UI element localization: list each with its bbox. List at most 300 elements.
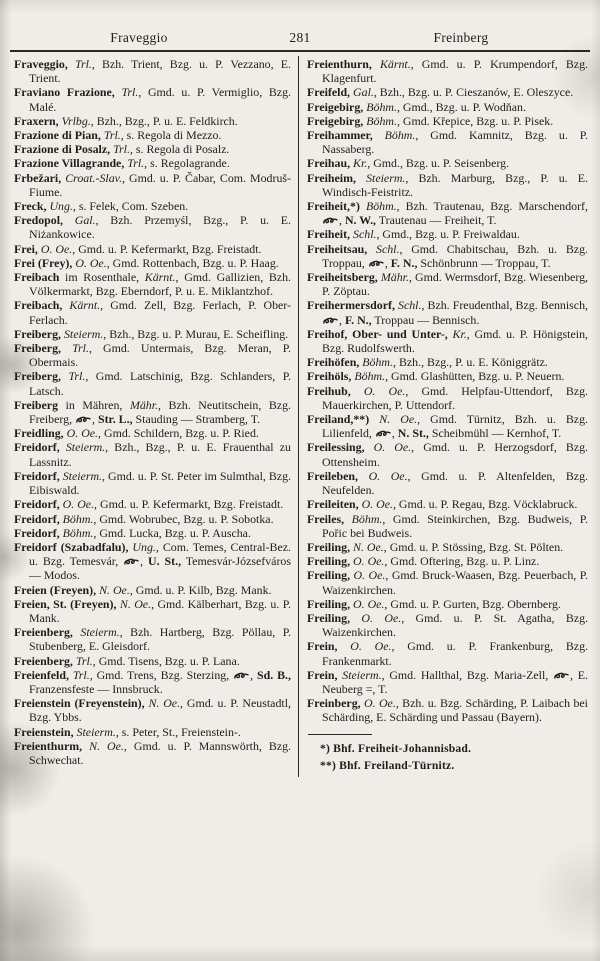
entry-text <box>63 213 75 227</box>
entry-text: , s. Regola di Posalz. <box>129 142 230 157</box>
entry <box>307 114 588 128</box>
entry-headword: Freidorf, <box>14 511 60 526</box>
entry-headword: Sd. B., <box>257 667 291 682</box>
entry-text: , <box>339 312 345 327</box>
entry-province: Trl. <box>103 128 121 143</box>
entry-headword: Freiheit, <box>307 227 351 242</box>
entry-headword: Frazione di Pian, <box>14 128 101 143</box>
entry <box>14 469 291 497</box>
entry-province: O. Oe. <box>353 554 385 569</box>
entry-province: Böhm. <box>362 355 393 370</box>
entry-province: Ung. <box>132 539 156 554</box>
entry-text <box>344 512 352 526</box>
posthorn-icon <box>124 554 139 568</box>
page-number: 281 <box>289 30 311 45</box>
entry-text: , Bzh. Neutitschein, Bzg. Freiberg, <box>29 397 292 427</box>
entry-province: Mähr. <box>129 397 159 412</box>
entry-text: Franzensfeste — Innsbruck. <box>29 681 163 696</box>
entry-headword: Freiles, <box>307 511 345 526</box>
entry-province: N. Oe. <box>119 596 152 611</box>
entry-province: N. Oe. <box>379 412 418 427</box>
entry <box>307 412 588 440</box>
entry-province: Böhm. <box>384 128 416 143</box>
entry-headword: Freienthurn, <box>307 57 372 71</box>
entry <box>14 583 291 597</box>
entry <box>307 469 588 497</box>
entry-province: Gal. <box>74 213 96 228</box>
entry-province: Kärnt. <box>69 298 101 313</box>
running-head-right: Freinberg <box>433 30 489 45</box>
header-rule <box>10 50 590 52</box>
posthorn-icon <box>234 668 249 682</box>
entry-province: O. Oe. <box>373 440 412 455</box>
entry <box>14 213 291 241</box>
entry-headword: Frbežari, <box>14 170 62 185</box>
posthorn-icon <box>323 313 338 327</box>
entry <box>14 369 291 397</box>
entry-text: , s. Felek, Com. Szeben. <box>72 199 189 214</box>
entry-text: , Gmd. Zell, Bzg. Ferlach, P. Ober-Ferlach. <box>29 298 291 327</box>
entry-headword: Freiberg, <box>14 341 61 356</box>
entry-headword: Freien (Freyen), <box>14 582 97 597</box>
entry-text: , Bzh., Bzg. u. P. Murau, E. Scheifling. <box>103 326 289 341</box>
entry <box>14 199 291 213</box>
entry-province: O. Oe. <box>350 639 392 654</box>
entry-text: Troppau — Bennisch. <box>371 312 480 327</box>
entry-text: , Bzh., Bzg., P. u. E. Frauenthal zu Lassnitz. <box>29 440 291 469</box>
entry-text: , Gmd. Helpfau-Uttendorf, Bzg. Mauerkirchen, P. Uttendorf. <box>322 383 588 412</box>
entry-province: Böhm. <box>366 113 397 128</box>
entry-headword: Freidorf, <box>14 525 60 540</box>
entry-headword: Freidling, <box>14 426 64 441</box>
entry-text <box>369 412 379 426</box>
entry <box>307 497 588 511</box>
entry-headword: Freiland,**) <box>307 412 370 427</box>
entry <box>307 568 588 596</box>
entry-text: , Gmd. Untermais, Bzg. Meran, P. Obermais. <box>29 341 291 370</box>
entry <box>14 512 291 526</box>
entry-text <box>358 469 369 483</box>
entry-headword: Freiling, <box>307 596 351 611</box>
entry <box>14 426 291 440</box>
entry-headword: Freidorf, <box>14 468 60 483</box>
posthorn-icon <box>376 426 391 440</box>
entry <box>14 142 291 156</box>
entry-text: Scheibmühl — Kernhof, T. <box>428 426 562 441</box>
entry-headword: Freigebirg, <box>307 113 364 128</box>
entry-headword: Freilessing, <box>307 440 365 455</box>
entry-headword: Freileben, <box>307 468 358 483</box>
entry-province: Steierm. <box>62 468 103 483</box>
entry-headword: Freiling, <box>307 610 351 625</box>
entry <box>307 355 588 369</box>
footnotes <box>307 734 588 774</box>
entry-province: Kr. <box>452 326 467 341</box>
entry <box>14 270 291 298</box>
entry-text: , Gmd. Chabitschau, Bzh. u. Bzg. Troppau, <box>322 241 588 270</box>
entry-province: Trl. <box>113 142 130 157</box>
entry-text: , Gmd. u. P. Vermiglio, Bzg. Malé. <box>29 85 291 114</box>
entry-text: , Gmd. u. P. Mannswörth, Bzg. Schwechat. <box>29 738 291 767</box>
entry-text: , Bzh., Bzg., P. u. E. Königgrätz. <box>393 355 548 370</box>
entry-headword: Freidorf (Szabadfalu), <box>14 539 129 554</box>
entry <box>307 611 588 639</box>
entry-text <box>367 242 376 256</box>
entry-text: , E. Neuberg =, T. <box>322 667 588 696</box>
entry <box>307 696 588 724</box>
entry-text: Trautenau — Freiheit, T. <box>376 213 497 228</box>
entry <box>307 242 588 270</box>
entry-province: Kärnt. <box>379 57 411 71</box>
entry <box>307 100 588 114</box>
entry <box>14 696 291 724</box>
entry-province: Böhm. <box>62 511 94 526</box>
entry-text: im Rosenthale, <box>59 270 145 285</box>
entry-headword: Freibach <box>14 270 60 285</box>
entry-text <box>61 341 72 355</box>
entry-text: , Gmd. Oftering, Bzg. u. P. Linz. <box>384 554 540 569</box>
entry <box>307 554 588 568</box>
entry-text: , Bzh. Marburg, Bzg., P. u. E. Windisch-Feistritz. <box>322 170 588 199</box>
posthorn-icon <box>76 412 91 426</box>
entry-text: , Gmd. Lucka, Bzg. u. P. Auscha. <box>93 525 251 540</box>
entry <box>307 597 588 611</box>
entry-text: , Bzh. Hartberg, Bzg. Pöllau, P. Stubenberg, E. Gleisdorf. <box>29 625 291 654</box>
entry <box>14 57 291 85</box>
entry-province: Trl. <box>72 341 89 356</box>
entry-province: O. Oe. <box>368 468 408 483</box>
entry-text: , Gmd. Bruck-Waasen, Bzg. Peuerbach, P. Waizenkirchen. <box>322 568 588 597</box>
entry-province: Vrlbg. <box>61 113 91 128</box>
entry-province: O. Oe. <box>364 696 396 711</box>
entry-headword: Freiheitsberg, <box>307 270 378 285</box>
entry-headword: Freidorf, <box>14 497 60 512</box>
running-head <box>10 30 590 46</box>
running-head-left: Fraveggio <box>110 30 168 45</box>
entry <box>14 497 291 511</box>
entry-text: , Gmd., Bzg. u. P. Freiwaldau. <box>376 227 520 242</box>
entry-text: , Gmd. Gallizien, Bzh. Völkermarkt, Bzg. Eberndorf, P. u. E. Miklantzhof. <box>29 270 292 299</box>
entry <box>14 540 291 583</box>
entry-headword: Freifeld, <box>307 85 351 100</box>
entry-headword: Freileiten, <box>307 497 359 512</box>
entry-province: N. Oe. <box>353 539 384 554</box>
entry-text: , Gmd. Rottenbach, Bzg. u. P. Haag. <box>106 255 279 270</box>
entry-text: , Gmd. Křepice, Bzg. u. P. Pisek. <box>396 113 554 128</box>
entry-text <box>365 440 374 454</box>
entry-text: , Gmd. u. P. Čabar, Com. Modruš-Fiume. <box>29 170 291 199</box>
entry-headword: Frei, <box>14 241 38 256</box>
entry <box>307 270 588 298</box>
entry-text: , Gmd. Steinkirchen, Bzg. Budweis, P. Pořic bei Budweis. <box>322 511 588 540</box>
entry-text: , <box>140 554 149 569</box>
entry-headword: Freiling, <box>307 554 351 569</box>
entry-text <box>373 128 385 142</box>
entry-province: Trl. <box>75 653 93 668</box>
entry-text: , Gmd. u. P. Kefermarkt, Bzg. Freistadt. <box>94 497 284 512</box>
entry <box>307 369 588 383</box>
entry <box>307 440 588 468</box>
entry-province: Schl. <box>353 227 377 242</box>
entry-text: , Gmd., Bzg. u. P. Seisenberg. <box>367 156 510 171</box>
entry-province: O. Oe. <box>40 241 73 256</box>
entry-text: , Gmd. u. P. Stössing, Bzg. St. Pölten. <box>383 539 564 554</box>
entry <box>14 242 291 256</box>
entry <box>307 227 588 241</box>
entry <box>307 57 588 85</box>
entry-province: Steierm. <box>65 440 106 455</box>
entry-province: Trl. <box>127 156 145 171</box>
entry <box>14 85 291 113</box>
entry-text <box>372 57 380 71</box>
posthorn-icon <box>554 668 569 682</box>
entry <box>14 128 291 142</box>
entry-headword: N. W., <box>344 213 377 228</box>
entry-headword: Freien, St. (Freyen), <box>14 596 117 611</box>
entry-text: , Gmd. u. P. Neustadtl, Bzg. Ybbs. <box>29 696 291 725</box>
footnote-rule <box>308 734 372 736</box>
entry-headword: Fredopol, <box>14 213 63 228</box>
entry-text: , Gmd. u. P. Krumpendorf, Bzg. Klagenfurt. <box>322 57 589 86</box>
entry-text: , <box>250 667 257 682</box>
entry-province: O. Oe. <box>353 596 385 611</box>
entry <box>307 128 588 156</box>
entry-headword: Freiheit,*) <box>307 199 360 214</box>
footnote: **) Bhf. Freiland-Türnitz. <box>320 759 455 773</box>
entry-text: , Bzh., Bzg., P. u. E. Feldkirch. <box>90 113 238 128</box>
entry-province: Steierm. <box>342 667 382 682</box>
entry <box>307 540 588 554</box>
entry <box>307 85 588 99</box>
entry-province: Böhm. <box>354 369 386 384</box>
entry-headword: Freienthurm, <box>14 738 83 753</box>
entry <box>14 256 291 270</box>
entry-text: , <box>92 412 98 427</box>
entry-headword: Freiberg, <box>14 369 61 384</box>
entry-province: Steierm. <box>366 170 406 185</box>
entry <box>307 639 588 667</box>
entry-province: O. Oe. <box>353 568 386 583</box>
entry-headword: Freinberg, <box>307 696 361 711</box>
entry-headword: N. St., <box>397 426 429 441</box>
posthorn-icon <box>369 256 384 270</box>
entry-headword: Freihermersdorf, <box>307 298 395 313</box>
entry-text: , Bzh. Trient, Bzg. u. P. Vezzano, E. Trient. <box>29 57 291 86</box>
entry-province: Schl. <box>398 298 422 313</box>
entry <box>14 440 291 468</box>
entry-text: , Gmd. Tisens, Bzg. u. P. Lana. <box>92 653 240 668</box>
entry <box>14 668 291 696</box>
entry <box>307 327 588 355</box>
entry-province: O. Oe. <box>361 497 393 512</box>
entry-headword: Freihöfen, <box>307 355 360 370</box>
entry-headword: Freiheim, <box>307 170 356 185</box>
entry-text: , Com. Temes, Central-Bez. u. Bzg. Temesvár, <box>29 539 291 569</box>
entry-headword: Freienstein (Freyenstein), <box>14 696 145 711</box>
entry-province: Steierm. <box>76 724 116 739</box>
entry-text: , Gmd. u. P. St. Peter im Sulmthal, Bzg. Eibiswald. <box>29 468 291 498</box>
entry-headword: Freienberg, <box>14 625 73 640</box>
entry-headword: Fraveggio, <box>14 57 68 71</box>
entry-text: , s. Regola di Mezzo. <box>120 128 222 143</box>
column-left <box>10 56 298 777</box>
entry-text <box>351 384 364 398</box>
entry-text: , Gmd. u. P. Frankenburg, Bzg. Frankenmarkt. <box>322 639 588 668</box>
entry-headword: Str. L., <box>97 412 133 427</box>
entry-text: , Gmd. u. P. St. Agatha, Bzg. Waizenkirchen. <box>322 610 588 640</box>
entry-text: , Gmd. Kälberhart, Bzg. u. P. Mank. <box>29 596 292 625</box>
entry-province: O. Oe. <box>62 497 95 512</box>
entry-text: , Gmd. u. P. Regau, Bzg. Vöcklabruck. <box>392 497 578 512</box>
entry-province: Trl. <box>72 667 90 682</box>
entry-headword: Frazione Villagrande, <box>14 156 125 171</box>
entry-headword: Freck, <box>14 199 47 214</box>
entry-province: O. Oe. <box>361 610 402 625</box>
entry-headword: Freihöls, <box>307 369 352 384</box>
entry-text: , Gmd. u. P. Kilb, Bzg. Mank. <box>129 582 272 597</box>
entry-text: Stauding — Stramberg, T. <box>132 412 261 427</box>
entry <box>307 384 588 412</box>
entry-text: , <box>391 426 398 441</box>
entry-province: Steierm. <box>63 326 104 341</box>
entry <box>307 156 588 170</box>
entry-headword: F. N., <box>390 255 418 270</box>
entry-headword: Freienfeld, <box>14 667 69 682</box>
entry-province: Croat.-Slav. <box>65 170 123 185</box>
entry <box>14 341 291 369</box>
entry <box>14 625 291 653</box>
entry-text: , Bzh. Przemyśl, Bzg., P. u. E. Niżankowice. <box>29 213 291 242</box>
entry-headword: Freidorf, <box>14 440 60 455</box>
entry-province: Böhm. <box>366 99 397 114</box>
entry <box>14 526 291 540</box>
entry-text: Temesvár-Józsefváros — Modos. <box>29 554 291 583</box>
entry-text: , Gmd. Wobrubec, Bzg. u. P. Sobotka. <box>93 511 274 526</box>
entry-province: Böhm. <box>62 525 94 540</box>
entry <box>14 739 291 767</box>
entry-headword: Fraxern, <box>14 113 59 128</box>
entry-province: Trl. <box>121 85 139 100</box>
entry <box>14 298 291 326</box>
entry <box>14 725 291 739</box>
entry-headword: Freihammer, <box>307 128 373 143</box>
entry <box>307 199 588 227</box>
entry-text: , Gmd. Latschinig, Bzg. Schlanders, P. Latsch. <box>29 369 291 398</box>
entry-text <box>68 57 75 71</box>
entry-headword: Freienberg, <box>14 653 73 668</box>
entry-text: , s. Peter, St., Freienstein-. <box>115 724 241 739</box>
entry-province: Ung. <box>49 199 73 214</box>
entry-text: Schönbrunn — Troppau, T. <box>417 255 551 270</box>
entry-province: Trl. <box>74 57 92 71</box>
entry <box>307 171 588 199</box>
entry-headword: F. N., <box>344 312 372 327</box>
entry-headword: Freiling, <box>307 539 351 554</box>
entry-text <box>338 639 351 653</box>
entry-headword: Freihau, <box>307 156 351 171</box>
entry-province: Steierm. <box>80 625 120 640</box>
entry-headword: Freiheitsau, <box>307 241 368 256</box>
entry-province: O. Oe. <box>75 255 107 270</box>
entry <box>14 114 291 128</box>
entry-headword: Freibach, <box>14 298 63 313</box>
entry <box>14 171 291 199</box>
entry-text: , Gmd. Trens, Bzg. Sterzing, <box>89 667 234 682</box>
entry-headword: Freiling, <box>307 568 351 583</box>
entry-headword: Freiberg <box>14 397 59 412</box>
entry-text <box>350 611 361 625</box>
entry-text: , Gmd. u. P. Kefermarkt, Bzg. Freistadt. <box>72 241 262 256</box>
entry-province: N. Oe. <box>148 696 181 711</box>
entry-province: Schl. <box>376 241 400 256</box>
entry-province: N. Oe. <box>89 738 124 753</box>
entry <box>307 668 588 696</box>
entry <box>14 654 291 668</box>
entry-text: , Gmd. Wermsdorf, Bzg. Wiesenberg, P. Zöptau. <box>322 270 588 299</box>
entry-headword: Freienstein, <box>14 724 74 739</box>
entry-headword: Frein, <box>307 639 338 654</box>
entry-province: Trl. <box>68 369 86 384</box>
entry-text: in Mähren, <box>58 397 130 412</box>
entry-headword: Frein, <box>307 667 338 682</box>
footnote: *) Bhf. Freiheit-Johannisbad. <box>320 742 472 756</box>
entry-headword: Freihof, Ober- und Unter-, <box>307 326 448 341</box>
entry-text: , Gmd. Kamnitz, Bzg. u. P. Nassaberg. <box>322 128 588 157</box>
text-columns <box>10 56 590 777</box>
entry <box>14 156 291 170</box>
entry-province: Kr. <box>353 156 368 171</box>
entry-province: Böhm. <box>351 511 383 526</box>
entry-text: , Bzh., Bzg. u. P. Cieszanów, E. Oleszyce. <box>373 85 574 100</box>
entry-province: Gal. <box>353 85 374 100</box>
entry-headword: Freiberg, <box>14 326 61 341</box>
entry-text: , Bzh. u. Bzg. Schärding, P. Laibach bei Schärding, E. Schärding und Passau (Bayern). <box>322 696 588 725</box>
entry-text: , Gmd. Türnitz, Bzh. u. Bzg. Lilienfeld, <box>322 412 588 441</box>
entry-headword: U. St., <box>148 554 182 569</box>
entry-text: , <box>339 213 345 228</box>
entry-headword: Frazione di Posalz, <box>14 142 111 157</box>
entry-headword: Freigebirg, <box>307 99 364 114</box>
entry-province: Mähr. <box>380 270 409 285</box>
entry-text <box>356 171 366 185</box>
entry-province: O. Oe. <box>363 383 406 398</box>
entry-text: , Gmd. Hallthal, Bzg. Maria-Zell, <box>381 667 554 682</box>
column-right <box>298 56 590 777</box>
entry <box>307 512 588 540</box>
entry-text: , Bzh. Freudenthal, Bzg. Bennisch, <box>421 298 588 313</box>
entry <box>14 597 291 625</box>
entry-text: , Bzh. Trautenau, Bzg. Marschendorf, <box>396 199 588 214</box>
entry-headword: Frei (Frey), <box>14 255 73 270</box>
entry-text: , <box>384 255 391 270</box>
entry-province: Böhm. <box>365 199 397 214</box>
entry-text: , s. Regolagrande. <box>144 156 230 171</box>
entry-text: , Gmd. Schildern, Bzg. u. P. Ried. <box>98 426 259 441</box>
entry-province: Kärnt. <box>144 270 176 285</box>
entry-province: N. Oe. <box>99 582 130 597</box>
entry-text: , Gmd. u. P. Herzogsdorf, Bzg. Ottensheim. <box>322 440 588 469</box>
entry-province: O. Oe. <box>66 426 99 441</box>
entry-headword: Fraviano Frazione, <box>14 85 115 100</box>
entry-text: , Gmd. u. P. Gurten, Bzg. Obernberg. <box>384 596 561 611</box>
entry-text: , Gmd., Bzg. u. P. Wodňan. <box>396 99 526 114</box>
entry-text: , Gmd. u. P. Altenfelden, Bzg. Neufelden. <box>322 468 588 498</box>
entry <box>307 298 588 326</box>
entry-text: , Gmd. u. P. Hönigstein, Bzg. Rudolfswerth. <box>322 326 588 356</box>
entry-headword: Freihub, <box>307 383 351 398</box>
entry-text: , Gmd. Glashütten, Bzg. u. P. Neuern. <box>385 369 565 384</box>
entry <box>14 327 291 341</box>
